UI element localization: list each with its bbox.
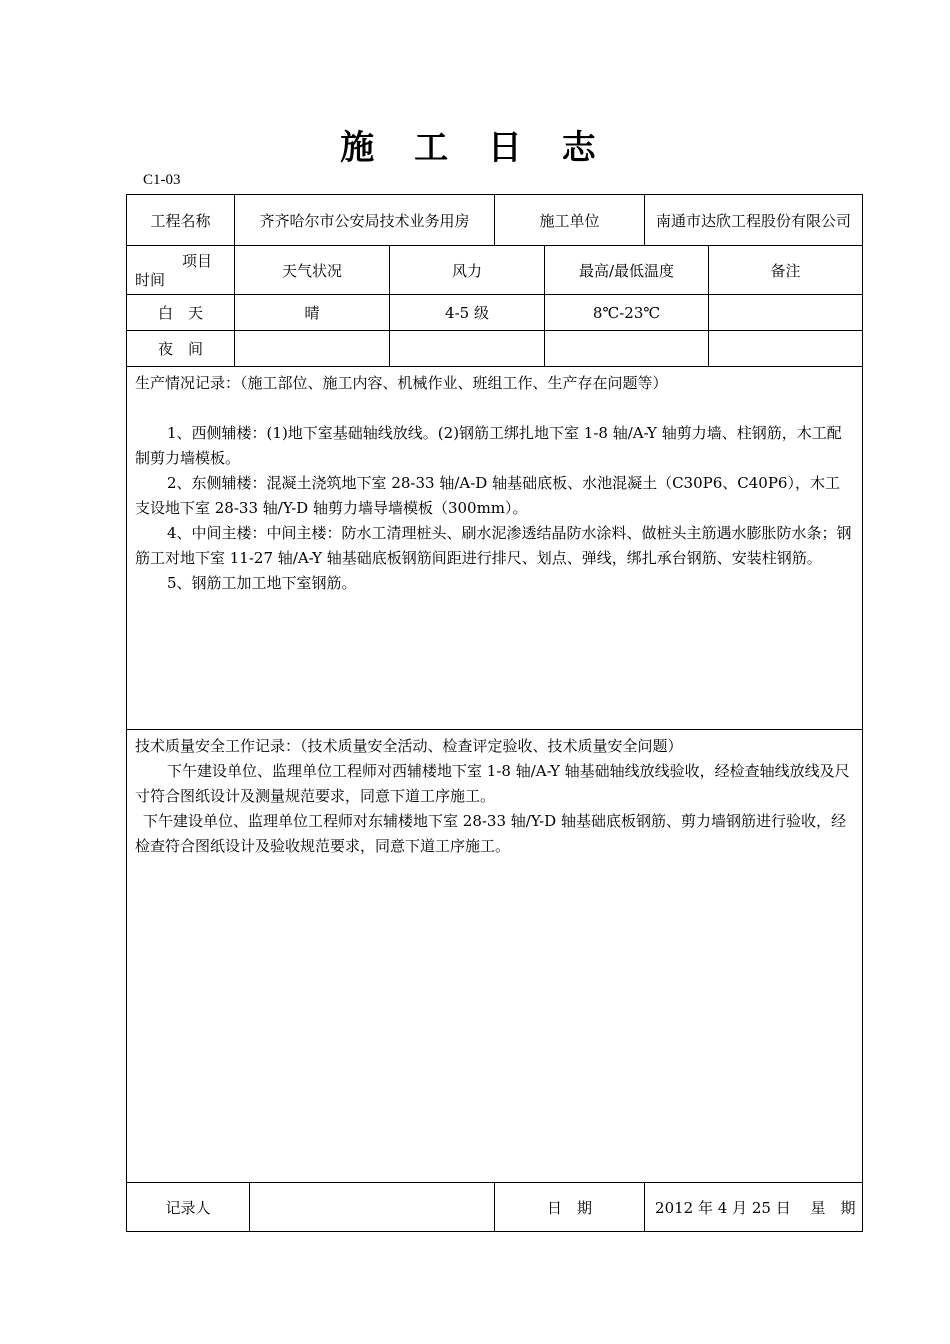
item-time-header [127,246,235,295]
item-label: 项目 [181,252,212,270]
production-item: 1、西侧辅楼：(1)地下室基础轴线放线。(2)钢筋工绑扎地下室 1-8 轴/A-Y 轴剪力墙、柱钢筋，木工配制剪力墙模板。 [135,424,842,467]
note-header: 备注 [709,246,863,295]
night-weather [235,331,390,367]
production-record-row [127,367,863,730]
temperature-header: 最高/最低温度 [545,246,709,295]
production-item: 4、中间主楼：中间主楼：防水工清理桩头、刷水泥渗透结晶防水涂料、做桩头主筋遇水膨胀防水条；钢筋工对地下室 11-27 轴/A-Y 轴基础底板钢筋间距进行排尺、划点、弹线，绑扎承台钢筋、安装柱钢筋。 [135,524,852,567]
night-temperature [545,331,709,367]
day-label: 白 天 [127,295,235,331]
technical-record-row [127,730,863,1183]
production-item: 2、东侧辅楼：混凝土浇筑地下室 28-33 轴/A-D 轴基础底板、水池混凝土（C30P6、C40P6），木工支设地下室 28-33 轴/Y-D 轴剪力墙导墙模板（300mm）。 [135,474,840,517]
wind-header: 风力 [390,246,545,295]
recorder-value [250,1183,495,1232]
day-weather: 晴 [235,295,390,331]
construction-unit-value: 南通市达欣工程股份有限公司 [645,195,863,246]
night-label: 夜 间 [127,331,235,367]
production-record [127,367,863,730]
day-note [709,295,863,331]
weather-header: 天气状况 [235,246,390,295]
night-wind [390,331,545,367]
time-label: 时间 [135,271,166,289]
production-item: 5、钢筋工加工地下室钢筋。 [167,574,357,592]
production-heading: 生产情况记录：（施工部位、施工内容、机械作业、班组工作、生产存在问题等） [135,374,668,392]
weather-header-row [127,246,863,295]
day-temperature: 8℃-23℃ [545,295,709,331]
technical-item: 下午建设单位、监理单位工程师对东辅楼地下室 28-33 轴/Y-D 轴基础底板钢筋、剪力墙钢筋进行验收，经检查符合图纸设计及验收规范要求，同意下道工序施工。 [135,812,846,855]
project-name-label: 工程名称 [127,195,235,246]
construction-log-table [126,194,863,1232]
date-label: 日 期 [495,1183,645,1232]
project-row [127,195,863,246]
technical-heading: 技术质量安全工作记录：（技术质量安全活动、检查评定验收、技术质量安全问题） [135,737,683,755]
footer-row [127,1183,863,1232]
date-value: 2012 年 4 月 25 日 星 期 [645,1183,863,1232]
form-code: C1-03 [143,172,181,188]
page-title: 施 工 日 志 [340,128,610,168]
day-row [127,295,863,331]
night-row [127,331,863,367]
technical-record [127,730,863,1183]
recorder-label: 记录人 [127,1183,250,1232]
construction-unit-label: 施工单位 [495,195,645,246]
technical-item: 下午建设单位、监理单位工程师对西辅楼地下室 1-8 轴/A-Y 轴基础轴线放线验收，经检查轴线放线及尺寸符合图纸设计及测量规范要求，同意下道工序施工。 [135,762,850,805]
day-wind: 4-5 级 [390,295,545,331]
night-note [709,331,863,367]
project-name-value: 齐齐哈尔市公安局技术业务用房 [235,195,495,246]
